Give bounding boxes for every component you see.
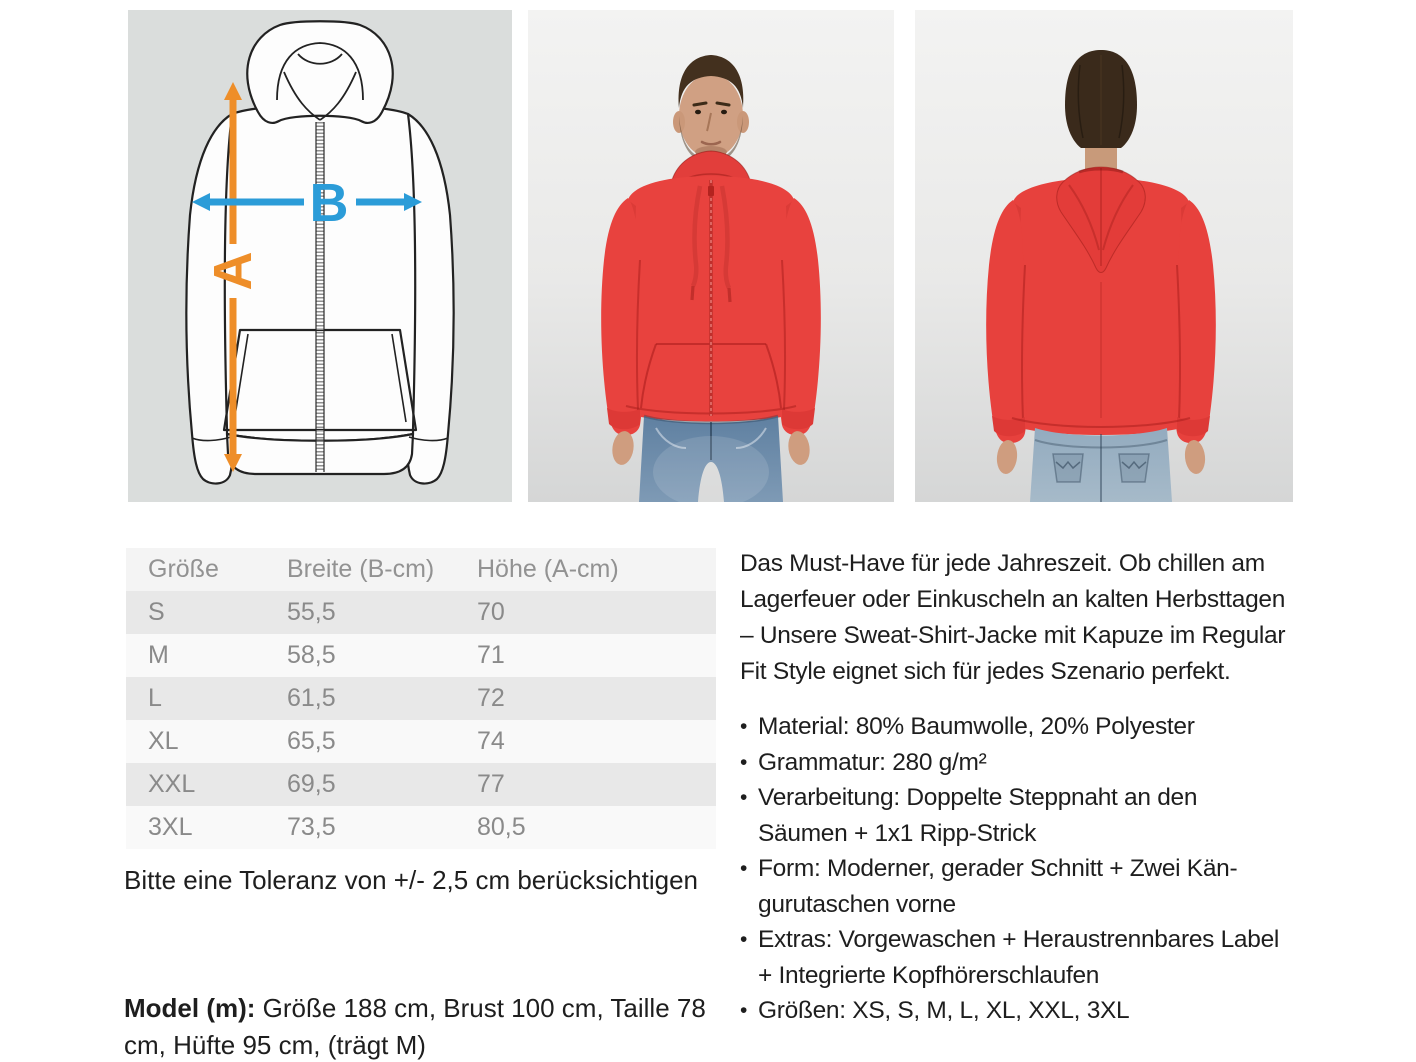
tolerance-note: Bitte eine Toleranz von +/- 2,5 cm berücksichtigen [124, 865, 698, 895]
cell-width: 69,5 [287, 770, 336, 798]
cell-size: M [148, 641, 169, 669]
feature-form: • Form: Moderner, gerader Schnitt + Zwei Kängurutaschen vorne [740, 851, 1292, 922]
cell-size: XL [148, 727, 179, 755]
cell-size: L [148, 684, 162, 712]
model-back-photo[interactable] [915, 10, 1293, 502]
cell-size: S [148, 598, 165, 626]
hoodie-measurement-diagram [128, 10, 512, 502]
feature-groessen: • Größen: XS, S, M, L, XL, XXL, 3XL [740, 993, 1292, 1029]
model-info-details: Größe 188 cm, Brust 100 cm, Taille 78 cm, Hüfte 95 cm, (trägt M) [124, 993, 706, 1060]
table-row [126, 634, 716, 677]
table-row [126, 591, 716, 634]
cell-height: 72 [477, 684, 505, 712]
model-info-label: Model (m): [124, 993, 256, 1023]
cell-width: 61,5 [287, 684, 336, 712]
feature-grammatur: • Grammatur: 280 g/m² [740, 745, 1292, 781]
table-row [126, 720, 716, 763]
feature-material: • Material: 80% Baumwolle, 20% Polyester [740, 709, 1292, 745]
cell-width: 58,5 [287, 641, 336, 669]
model-front-illustration [528, 10, 894, 502]
cell-height: 71 [477, 641, 505, 669]
height-arrow-label: A [203, 251, 263, 291]
cell-size: 3XL [148, 813, 193, 841]
model-info [124, 990, 724, 1062]
feature-extras: • Extras: Vorgewaschen + Heraustrennbares Label + Integrierte Kopfhörerschlaufen [740, 922, 1292, 993]
model-front-photo[interactable] [528, 10, 894, 502]
col-header-size: Größe [148, 555, 219, 583]
model-back-illustration [915, 10, 1293, 502]
cell-size: XXL [148, 770, 196, 798]
cell-width: 73,5 [287, 813, 336, 841]
description-intro: Das Must-Have für jede Jahreszeit. Ob chillen am Lagerfeuer oder Einkuscheln an kalten Herbsttagen – Unsere Sweat-Shirt-Jacke mit Kapuze im Regular Fit Style eignet sich für jedes Szenario perfekt. [740, 550, 1286, 685]
size-table [126, 548, 716, 849]
table-row [126, 763, 716, 806]
cell-height: 80,5 [477, 813, 526, 841]
cell-height: 77 [477, 770, 505, 798]
table-row [126, 806, 716, 849]
feature-verarbeitung: • Verarbeitung: Doppelte Steppnaht an den Säumen + 1x1 Ripp-Strick [740, 780, 1292, 851]
col-header-height: Höhe (A-cm) [477, 555, 619, 583]
feature-list [740, 709, 1292, 1029]
size-table-header [126, 548, 716, 591]
table-row [126, 677, 716, 720]
cell-height: 70 [477, 598, 505, 626]
cell-width: 55,5 [287, 598, 336, 626]
width-arrow-label: B [309, 173, 349, 233]
cell-height: 74 [477, 727, 505, 755]
product-description [740, 546, 1292, 1029]
size-diagram-image[interactable] [128, 10, 512, 502]
col-header-width: Breite (B-cm) [287, 555, 435, 583]
cell-width: 65,5 [287, 727, 336, 755]
